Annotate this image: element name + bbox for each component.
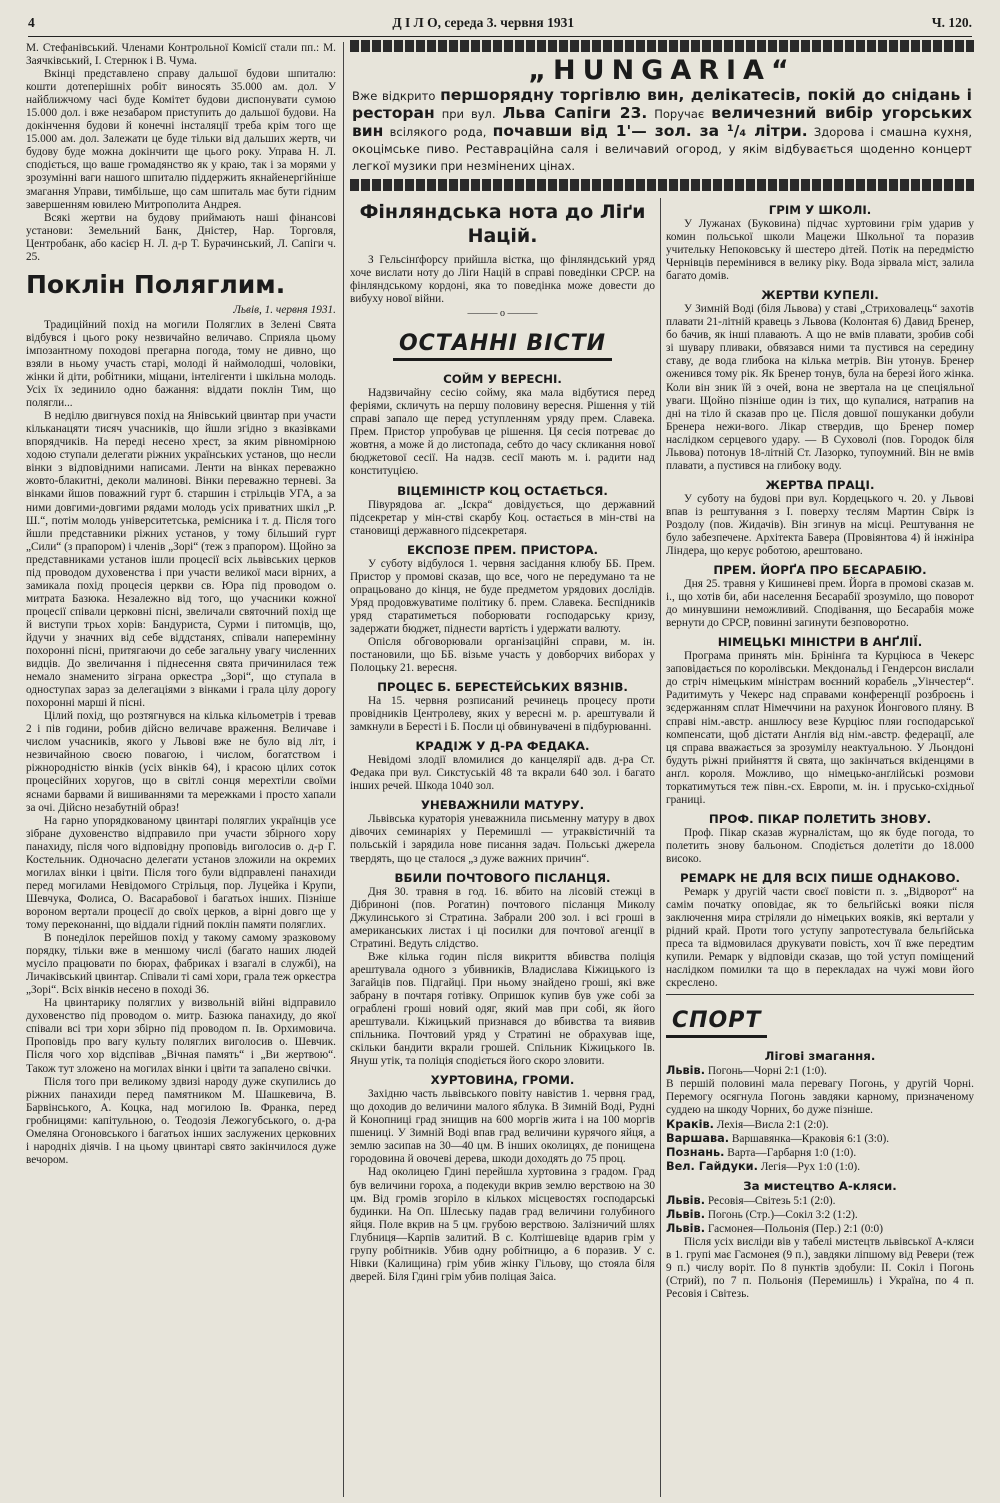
hungaria-advertisement [350, 40, 974, 194]
news-item-text: Дня 30. травня в год. 16. вбито на лісовій стежці в Дібриноні (пов. Рогатин) почтового післанця Миколу Джулинського зі Стратина. Забрали 200 зол. і всі гроші в американських листах і ці посилки для почтової агенції в Стратині. Ведуть слідство. [350, 885, 655, 950]
news-item-title: ВБИЛИ ПОЧТОВОГО ПІСЛАНЦЯ. [394, 870, 611, 885]
match-text: Ресовія—Світезь 5:1 (2:0). [707, 1194, 836, 1207]
paragraph: М. Стефанівський. Членами Контрольної Комісії стали пп.: М. Заячківський, І. Стернюк і В. Чума. [26, 42, 336, 68]
match-result [666, 1132, 974, 1146]
news-item-text: Проф. Пікар сказав журналістам, що як буде погода, то полетить знову бальоном. Сподіється долетіти до 18.000 високо. [666, 826, 974, 865]
news-item-text: Надзвичайну сесію сойму, яка мала відбутися перед феріями, скличуть на першу половину вересня. Рішення у тій справі запало ще перед уступленням уряду прем. Славека. Прем. Пристор упробував це рішення. Ця сесія потреває до жовтня, а може й до листопада, себто до часу скликання нової бюджетової сесії. На надзв. сесії мають м. і. радити над конституцією. [350, 387, 655, 478]
news-item-text: Невідомі злодії вломилися до канцелярії адв. д-ра Ст. Федака при вул. Сикстуській 48 та вкрали 640 зол. і багато інших речей. Шкода 1040 зол. [350, 754, 655, 793]
paragraph: Після усіх висліди вів у табелі мистецтв львівської А-кляси в 1. групі має Гасмонея (9 п.), завдяки ліпшому від Ревери (теж 9 п.) числу воріт. По 8 пунктів здобули: ІІ. Сокіл і Погонь (Стрий), по 7 п. Польонія (Перемишль) і Україна, по 4 п. Ресовія і Світезь. [666, 1235, 974, 1301]
match-text: В першій половині мала перевагу Погонь, у другій Чорні. Перемогу осягнула Погонь завдяки карному, призначеному суддею на шкоду Чорних, бо дуже пізніше. [666, 1078, 974, 1117]
paragraph: Після того при великому здвизі народу дуже скупились до ріжних панахиди перед памятником М. Шашкевича, В. Барвінського, А. Коцка, над могилою Ів. Франка, перед гробницями: капітульною, о. Теодозія Лежогубського, о. д-ра Омеляна Огоновського і багатьох інших заслужених церковних і народніх діячів. І на цьому цвинтарі свято закінчилося дуже вечором. [26, 1075, 336, 1166]
page-header [28, 10, 972, 37]
match-text: Варшавянка—Краковія 6:1 (3:0). [731, 1132, 890, 1145]
news-item-text: Над околицею Гдині перейшла хуртовина з градом. Град був величини гороха, а подекуди вкрив землю верствою на 30 цм. Від громів згоріло в кількох місцевостях господарські будинки. На Оп. Шлеську падав град величини голубиного яйця. Поле вкрив на 5 цм. грубою верствою. Залізничий шлях Глубниця—Карпів залитий. В с. Колтішевіце вдарив грім у групу робітників. Убив одну робітницю, а 6 поразив. У с. Нівки (Калищина) грім убив жінку Гільову, що стояла біля дверей. Біля Гдині грім убив поліцая Заіса. [350, 1166, 655, 1283]
match-city: Львів. [666, 1207, 705, 1221]
news-item-text: У Лужанах (Буковина) підчас хуртовини грім ударив у комин польської школи Мацежи Школьної та поразив учительку Непоковську й шестеро дітей. Потік на передмістю Чернівців перемінився в велику ріку. Вода зірвала міст, залила багато домів. [666, 218, 974, 283]
news-item-title: РЕМАРК НЕ ДЛЯ ВСІХ ПИШЕ ОДНАКОВО. [680, 870, 960, 885]
league-results [666, 1064, 974, 1173]
news-item-text: Вже кілька годин після викриття вбивства поліція арештувала одного з убивників, Владислава Кіжицького із Загайців пов. Підгайці. При ньому знайдено гроші, які вже забрану в почтаря готівку. Опришок купив був уже собі за ограблені гроші новий одяг, який мав при собі, як його арештували. Кіжицький признався до вбивства та виявив спільника. Почтовий уряд у Стратині не обрахував іще, скільки бандити вкрали грошей. Спільник Кіжицького Ів. Януш утік, та поліція сподіється його скоро зловити. [350, 950, 655, 1068]
news-item-title: ХУРТОВИНА, ГРОМИ. [430, 1073, 575, 1088]
news-item-text: Львівська кураторія уневажнила письменну матуру в двох дівочих семинаріях у Перемишлі — утраквістичній та польській і зарядила нове писання задач. Польські джерела твердять, що це сталося „з дуже важних причин“. [350, 813, 655, 865]
news-item-title: НІМЕЦЬКІ МІНІСТРИ В АНҐЛІЇ. [717, 635, 923, 650]
match-city: Львів. [666, 1064, 705, 1078]
news-item-text: У суботу на будові при вул. Кордецького ч. 20. у Львові впав із рештування з І. поверху теслям Мартин Свірк із Роздолу (пов. Жидачів). Він згинув на місці. Рештування не було забезпечене. Архітекта Бавера (Провіянтова 4) й інжініра Ліндера, що керує роботою, арештовано. [666, 492, 974, 558]
ad-border [350, 40, 974, 52]
news-item-text: На 15. червня розписаний речинець процесу проти провідників Центролеву, яких у вересні м. р. арештували й замкнули в Бересті і Б. Посли ці обвинувачені в підбурюванні. [350, 695, 655, 734]
match-city: Варшава. [666, 1131, 730, 1145]
match-text: Легія—Рух 1:0 (1:0). [760, 1160, 861, 1173]
paragraph: З Гельсінґфорсу прийшла вістка, що фінляндський уряд хоче вислати ноту до Ліґи Націй в справі поведінки СРСР. на фінляндському кордоні, яка то поведінка може довести до вибуху нової війни. [350, 254, 655, 306]
paragraph: Традиційний похід на могили Поляглих в Зелені Свята відбувся і цього року незвичайно величаво. Сприяла цьому імпозантному походові прегарна погода, тому не дивно, що взяли в ньому участь старі, молоді й наймолодші, чоловіки, жінки й діти, робітники, міщани, інтелігенти і шкільна молодь. Усіх їх зединило одно бажання: віддати поклін Тим, що полягли... [26, 318, 336, 410]
match-text: Погонь (Стр.)—Сокіл 3:2 (1:2). [707, 1208, 858, 1221]
news-item-text: У Зимній Воді (біля Львова) у ставі „Стриховалець“ захотів плавати 21-літній кравець з Львова (Колонтая 6) Давид Бренер, бо бачив, як інші плавають. А що не вмів плавати, зробив собі зі шувару пливаки, обвязався ними та пустився на середину ставу, де вода глибока на кілька метрів. Він утонув. Бренер оженився тому рік. Як Бренер тонув, була на березі його жінка. Коли він зник їй з очей, вона не звертала на це спеціяльної уваги. Щойно пізніше один із тих, що купалися, натрапив на дні на тіло й сказав про це. Після довшої пошуканки добули Бренера нежи-вого. Лікар ствердив, що Бренер помер наслідком серцевого удару. — В Суховолі (пов. Городок біля Львова) потонув 18-літній Ст. Лазорко, тупоумний. Він не вмів плавати, а пустився на глибоку воду. [666, 303, 974, 472]
column-divider [343, 42, 344, 1497]
article-headline: Фінляндська нота до Ліґи Націй. [359, 201, 646, 247]
news-items [666, 203, 974, 990]
paragraph: На цвинтарику поляглих у визвольній війні відправило духовенство під проводом о. митр. Базюка панахиду, до якої співали всі три хори збірно під проводом п. Ів. Орхимовича. Проповідь про вагу культу поляглих виголосив о. Шевчик. Після чого хор відспівав „Вічная память“ і „Ви жертвою“. Також тут зложено на могилах вінки і цвіти та запалено свічки. [26, 997, 336, 1075]
column-2 [350, 198, 655, 1498]
news-item-title: КРАДІЖ У Д-РА ФЕДАКА. [415, 739, 590, 754]
a-class-results [666, 1194, 974, 1236]
match-result [666, 1118, 974, 1132]
page-number: 4 [28, 15, 35, 30]
match-result [666, 1194, 974, 1208]
match-text: Погонь—Чорні 2:1 (1:0). [707, 1065, 827, 1078]
masthead-date: Д І Л О, середа 3. червня 1931 [392, 15, 575, 30]
ad-title: „HUNGARIA“ [528, 55, 796, 86]
match-result [666, 1064, 974, 1078]
match-text: Гасмонея—Польонія (Пер.) 2:1 (0:0) [707, 1222, 883, 1235]
news-item-text: Західню часть львівського повіту навістив 1. червня град, що доходив до величини малого яблука. В Зимній Воді, Рудні й Конопниці град знищив на 600 моргів жита і на 100 моргів пшениці. У Зимній Воді впав град величини курячого яйця, а землю засипав на 30—40 цм. В інших околицях, де понищена городовина й овочеві дерева, шкоди доходять до 75 проц. [350, 1088, 655, 1166]
paragraph: В понеділок перейшов похід у такому самому зразковому порядку, тільки вже в меншому числі (багато наших людей мусіло працювати по бюрах, фабриках і взагалі в службі), на Личаківський цвинтар. Співали ті самі хори, грала теж оркестра „Зорі“. Всіх вінків несено в поході 36. [26, 932, 336, 997]
section-title: ОСТАННІ ВІСТИ [393, 330, 612, 361]
news-item-text: Півурядова аг. „Іскра“ довідується, що державний підсекретар у мін-стві скарбу Коц. остається в мін-стві на становищі державного підсекретаря. [350, 498, 655, 537]
news-item-title: УНЕВАЖНИЛИ МАТУРУ. [420, 798, 585, 813]
match-city: Вел. Гайдуки. [666, 1159, 758, 1173]
ad-text: Вже відкрито першорядну торгівлю вин, делікатесів, покій до снідань і ресторан при вул. Льва Сапіги 23. Поручає величезний вибір угорських вин всілякого рода, почавши від 1'— зол. за ¹/₄ літри. Здорова і смашна кухня, окоцімське пиво. Реставраційна саля і величавий огород, у якім відбувається щоденно концерт легкої музики при незмінених цінах. [352, 86, 972, 173]
news-item-text: Ремарк у другій части своєї повісти п. з. „Відворот“ на самім початку оповідає, як то бельґійські вояки після заключення мира стріляли до німецьких вояків, які вертали у рідний край. Проти того уступу запротестувала бельґійська преса та відмовилася друкувати повість, хоч її вже передтим купили. Ремарк у відповіди сказав, що той уступ поміщений наслідком помилки та що в перекладах на чужі мови його скреслено. [666, 885, 974, 990]
match-city: Львів. [666, 1221, 705, 1235]
article-headline: Поклін Поляглим. [26, 269, 286, 299]
paragraph: Всякі жертви на будову приймають наші фінансові установи: Земельний Банк, Дністер, Нар. Торговля, Центробанк, або касієр Н. Л. д-р Т. Бурачинський, Л. Сапіги ч. 25. [26, 211, 336, 263]
divider [666, 994, 974, 995]
news-item-text: Опісля обговорювали організаційні справи, м. ін. постановили, що ББ. візьме участь у довборчих виборах у Полоцьку 21. вересня. [350, 635, 655, 675]
match-city: Краків. [666, 1117, 714, 1131]
match-city: Познань. [666, 1145, 725, 1159]
match-result [666, 1208, 974, 1222]
paragraph: Цілий похід, що розтягнувся на кілька кільометрів і тревав 2 і пів години, робив дійсно величаве враження. Величаве і числом учасників, якого у Львові вже не було від літ, і незвичайною своєю повагою, і числом, богатством і ріжнородністю вінків (усіх вінків 64), і красою цілих соток процесійних хоругов, що в світлі сонця мерехтіли своїми яснами барвами й вишиваннями та мережками і просто хапали за очі. Дійсно незабутній образ! [26, 710, 336, 814]
paragraph: В неділю двигнувся похід на Янівський цвинтар при участи кільканацяти тисяч учасників, що йшли згідно з вказівками впорядчиків. На переді несено хрест, за яким рівномірною ходою ступали делегати ріжних українських установ, що несли вінки з відповідними написами. Ленти на вінках переважно жовто-блакитні, деколи малинові. Вінки переважно терневі. За вінками йшов поважний гурт б. старшин і стрільців УГА, а за ними довгими-довгими рядами молодь усіх приватних шкіл „Р. Ш.“, потім молодь університетська, ремісника і т. д. Після того йшли представники ріжних установ, у тому більший гурт „Сили“ (з прапором) і членів „Зорі“ (теж з прапором). Щойно за представниками установ ішли процесії всіх львівських церков під проводом духовенства і при участи великої маси вірних, а замикала похід процесія церкви св. Юра під проводом о. митрата Базюка. Незалежно від того, що учасники кожної процесії співали церковні пісні, звеличали святочний похід ще й виступи трьох хорів: Бандуриста, Сурми і питомців, що, йдучи у значних від себе віддстанях, співали наперемінну похоронні пісні, притягаючи до себе загальну увагу численних видців. До звеличання і піднесення свята причинилася теж немало знаменито зіграна оркестра „Зорі“, що ступала в одноступах зараз за делегаціями з вінками і грала цілу дорогу похоронні марші й пісні. [26, 410, 336, 710]
dateline: Львів, 1. червня 1931. [233, 303, 336, 316]
divider: ——— o ——— [467, 308, 538, 320]
sport-subheading: За мистецтво А-кляси. [743, 1178, 897, 1193]
sport-subheading: Лігові змагання. [764, 1049, 876, 1064]
news-item-title: ЖЕРТВИ КУПЕЛІ. [761, 288, 879, 303]
ad-border [350, 179, 974, 191]
news-item-text: Програма принять мін. Брінінґа та Курціюса в Чекерс заповідається по королівськи. Мекдональд і Гендерсон вислали до стріч німецьким міністрам воєнний корабель „Уінчестер“. Радитимуть у Чекерс над справами конференції розброєнь і зєдержанням сплат Німеччини на рахунок Йонгового пляну. В справі нім.-австр. аншлюсу везе Курціюс пляи господарської компенсати, щоб дістати Анґлія від нім.-австр. федерації, але ця справа вважається за зрозумілу неактуальною. У Льондоні будуть ріжні прийняття й свята, що закінчаться вкіденцями в анґл. короля. Можливо, що німецько-анґлійські розмови торкатимуться теж півн.-сх. Европи, м. ін. і прусько-східньої границі. [666, 650, 974, 806]
match-text: Лехія—Висла 2:1 (2:0). [716, 1118, 829, 1131]
news-item-title: ПРОФ. ПІКАР ПОЛЕТИТЬ ЗНОВУ. [708, 811, 932, 826]
news-item-title: ПРЕМ. ЙОРҐА ПРО БЕСАРАБІЮ. [713, 563, 927, 578]
column-divider [660, 198, 661, 1497]
match-city: Львів. [666, 1193, 705, 1207]
match-result [666, 1222, 974, 1236]
news-item-title: ГРІМ У ШКОЛІ. [768, 203, 872, 217]
paragraph: Вкінці представлено справу дальшої будови шпиталю: кошти дотеперішніх робіт виносять 35.000 ам. дол. У найближчому часі буде Комітет будови диспонувати сумою 15.000 дол. і вже незабаром приступить до дальшої будови. На докінчення будови й конечні інсталяції треба крім того ще 15.000 ам. дол. Залежати це буде тільки від дальших жертв, чи будову буде можна докінчити ще цього року. Управа Н. Л. сподіється, що ваше громадянство як у краю, так і за морями у зрозумінні ваги нашого шпиталю піддержить якнайенергійніше змагання Управи, тимбільше, що сам шпиталь має бути гідним завершенням ювилею Митрополита Андрея. [26, 68, 336, 211]
paragraph: На гарно упорядкованому цвинтарі поляглих українців усе зібране духовенство відправило при участи збірного хору панахиду, після чого відповідну проповідь виголосив о. д-р Г. Костельник. Одночасно делегати установ зложили на окремих могилах вінки і цвіти. Після того були відправлені панахиди перед могилами Невідомого Стрільця, пор. Луцейка і Крупи, Шевчука, Фолиса, О. Васарабової і багатьох інших. Пізніше вороном вертали процесії до своїх церков, а вірні довго ще у тому переконанні, що віддали гідний поклін памяти поляглих. [26, 814, 336, 931]
news-item-text: У суботу відбулося 1. червня засідання клюбу ББ. Прем. Пристор у промові сказав, що все, чого не передумано та не опрацьовано до кінця, не буде предметом урядових дослідів. Уряд продовжуватиме політику б. прем. Славека. Беспідників уряд старатиметься поборювати господарську кризу, задержати бюджет, піднести вартість і удержати валюту. [350, 557, 655, 635]
match-result [666, 1146, 974, 1160]
news-item-title: СОЙМ У ВЕРЕСНІ. [443, 372, 562, 387]
match-result [666, 1078, 974, 1117]
news-item-title: ЕКСПОЗЕ ПРЕМ. ПРИСТОРА. [406, 542, 599, 557]
match-text: Варта—Гарбарня 1:0 (1:0). [727, 1146, 857, 1159]
news-item-title: ПРОЦЕС Б. БЕРЕСТЕЙСЬКИХ ВЯЗНІВ. [377, 680, 628, 695]
news-item-title: ЖЕРТВА ПРАЦІ. [765, 477, 875, 492]
news-items [350, 372, 655, 1284]
issue-number: Ч. 120. [931, 15, 972, 30]
news-item-title: ВІЦЕМІНІСТР КОЦ ОСТАЄТЬСЯ. [397, 483, 608, 498]
column-3 [666, 198, 974, 1498]
match-result [666, 1160, 974, 1174]
news-item-text: Дня 25. травня у Кишиневі прем. Йорґа в промові сказав м. і., що хотів би, аби населення Бесарабії зрозуміло, що поворот до минувшини неможливий. Сподівання, що Бесарабія може вернути до СРСР, повинні загинути безповоротно. [666, 578, 974, 630]
column-1 [26, 42, 336, 1497]
sport-section-title: СПОРТ [666, 1007, 767, 1038]
